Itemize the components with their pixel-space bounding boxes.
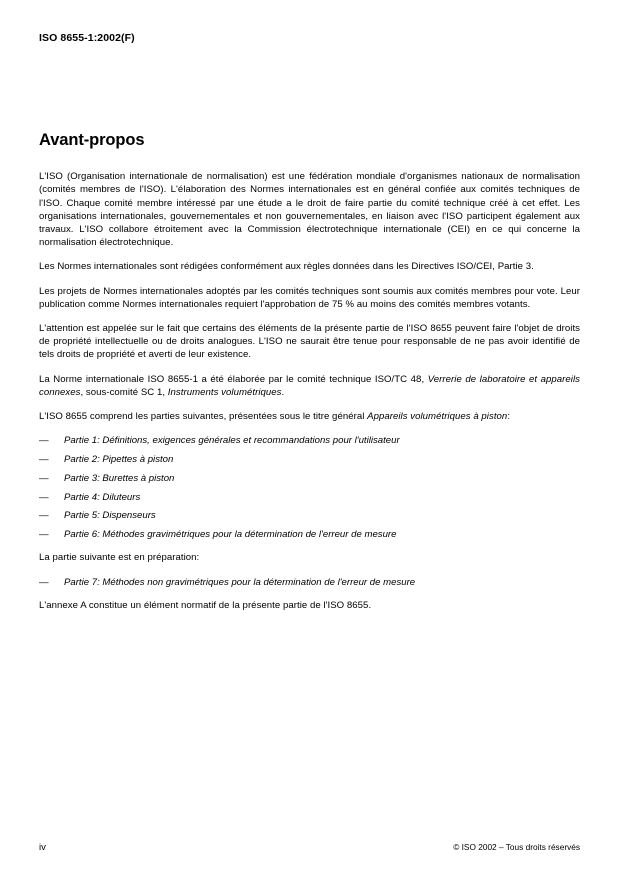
em-dash-icon: —: [39, 491, 49, 503]
committee-text-end: .: [281, 386, 285, 398]
list-item: [39, 472, 580, 485]
paragraph-annex: L'annexe A constitue un élément normatif de la présente partie de l'ISO 8655.: [39, 599, 372, 611]
subcommittee-name-italic: Instruments volumétriques: [167, 386, 282, 398]
em-dash-icon: —: [39, 472, 49, 484]
running-head: ISO 8655-1:2002(F): [39, 32, 135, 44]
paragraph-patent-rights: L'attention est appelée sur le fait que certains des éléments de la présente partie de l'ISO 8655 peuvent faire l'objet de droits de propriété intellectuelle ou de droits analogues. L'ISO ne saurait être tenue pour responsable de ne pas avoir identifié de tels droits de propriété et averti de leur existence.: [39, 322, 580, 361]
committee-text-mid: , sous-comité SC 1,: [80, 386, 168, 398]
committee-text-lead: La Norme internationale ISO 8655-1 a été élaborée par le comité technique ISO/TC 48,: [39, 373, 428, 385]
parts-list: [39, 434, 580, 541]
section-title: Avant-propos: [39, 131, 145, 149]
paragraph-upcoming-intro: La partie suivante est en préparation:: [39, 552, 200, 564]
page-content: [39, 131, 580, 623]
list-item-label: Partie 5: Dispenseurs: [64, 510, 156, 522]
paragraph-drafting-rules: Les Normes internationales sont rédigées conformément aux règles données dans les Directives ISO/CEI, Partie 3.: [39, 261, 534, 273]
copyright-notice: © ISO 2002 – Tous droits réservés: [453, 842, 580, 852]
upcoming-parts-list: [39, 576, 580, 589]
general-title-italic: Appareils volumétriques à piston: [367, 410, 508, 422]
paragraph-committee: [39, 373, 580, 399]
em-dash-icon: —: [39, 453, 49, 465]
committee-name-italic: Verrerie de laboratoire et appareils connexes: [39, 373, 581, 398]
list-item: [39, 509, 580, 522]
list-item-label: Partie 4: Diluteurs: [64, 491, 141, 503]
parts-intro-end: :: [507, 410, 511, 422]
page-footer: [39, 842, 580, 853]
paragraph-parts-intro: [39, 410, 580, 423]
paragraph-voting: Les projets de Normes internationales adoptés par les comités techniques sont soumis aux comités membres pour vote. Leur publication comme Normes internationales requiert l'approbation de 75 % au moins des comités membres votants.: [39, 285, 580, 310]
em-dash-icon: —: [39, 510, 49, 522]
parts-intro-lead: L'ISO 8655 comprend les parties suivantes, présentées sous le titre général: [39, 410, 368, 422]
em-dash-icon: —: [39, 529, 49, 541]
list-item-label: Partie 7: Méthodes non gravimétriques pour la détermination de l'erreur de mesure: [64, 576, 416, 588]
paragraph-iso-definition: L'ISO (Organisation internationale de normalisation) est une fédération mondiale d'organismes nationaux de normalisation (comités membres de l'ISO). L'élaboration des Normes internationales est en général confiée aux comités techniques de l'ISO. Chaque comité membre intéressé par une étude a le droit de faire partie du comité technique créé à cet effet. Les organisations internationales, gouvernementales et non gouvernementales, en liaison avec l'ISO participent également aux travaux. L'ISO collabore étroitement avec la Commission électrotechnique internationale (CEI) en ce qui concerne la normalisation électrotechnique.: [39, 171, 580, 249]
list-item: [39, 434, 580, 447]
em-dash-icon: —: [39, 435, 49, 447]
list-item-label: Partie 1: Définitions, exigences générales et recommandations pour l'utilisateur: [64, 435, 400, 447]
list-item: [39, 528, 580, 541]
em-dash-icon: —: [39, 576, 49, 588]
list-item: [39, 453, 580, 466]
list-item-label: Partie 2: Pipettes à piston: [64, 453, 174, 465]
list-item-label: Partie 6: Méthodes gravimétriques pour la détermination de l'erreur de mesure: [64, 529, 397, 541]
list-item: [39, 491, 580, 504]
list-item: [39, 576, 580, 589]
page-number: iv: [39, 842, 46, 853]
list-item-label: Partie 3: Burettes à piston: [64, 472, 175, 484]
